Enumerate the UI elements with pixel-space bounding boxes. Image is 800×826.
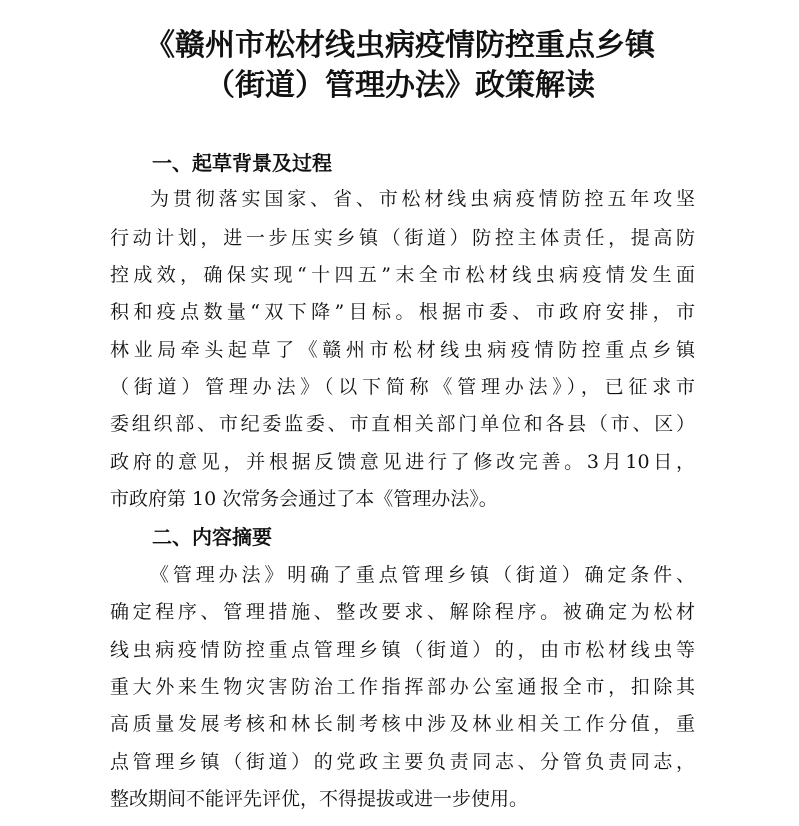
paragraph-line: 为贯彻落实国家、省、市松材线虫病疫情防控五年攻坚 [150, 188, 695, 210]
paragraph-line: 行动计划，进一步压实乡镇（街道）防控主体责任，提高防 [110, 227, 695, 249]
paragraph-line: 《管理办法》明确了重点管理乡镇（街道）确定条件、 [150, 564, 695, 586]
paragraph-line: 确定程序、管理措施、整改要求、解除程序。被确定为松材 [110, 601, 695, 623]
paragraph-line: 高质量发展考核和林长制考核中涉及林业相关工作分值，重 [110, 713, 695, 735]
paragraph-line: （街道）管理办法》（以下简称《管理办法》），已征求市 [110, 376, 695, 398]
document-title-line-2: （街道）管理办法》政策解读 [205, 68, 595, 103]
paragraph-line: 控成效，确保实现“十四五”末全市松材线虫病疫情发生面 [110, 264, 695, 286]
section-heading-background: 一、起草背景及过程 [152, 151, 332, 175]
paragraph-line: 线虫病疫情防控重点管理乡镇（街道）的，由市松材线虫等 [110, 639, 695, 661]
paragraph-line: 委组织部、市纪委监委、市直相关部门单位和各县（市、区） [110, 413, 695, 435]
paragraph-line: 市政府第 10 次常务会通过了本《管理办法》。 [110, 488, 498, 510]
paragraph-line: 整改期间不能评先评优，不得提拔或进一步使用。 [110, 788, 529, 810]
paragraph-line: 积和疫点数量“双下降”目标。根据市委、市政府安排，市 [110, 301, 695, 323]
paragraph-line: 点管理乡镇（街道）的党政主要负责同志、分管负责同志， [110, 751, 695, 773]
paragraph-line: 林业局牵头起草了《赣州市松材线虫病疫情防控重点乡镇 [110, 339, 695, 361]
paragraph-line: 重大外来生物灾害防治工作指挥部办公室通报全市，扣除其 [110, 676, 695, 698]
section-heading-summary: 二、内容摘要 [152, 525, 272, 549]
paragraph-line: 政府的意见，并根据反馈意见进行了修改完善。3月10日， [110, 451, 695, 473]
document-title-line-1: 《赣州市松材线虫病疫情防控重点乡镇 [145, 28, 655, 63]
